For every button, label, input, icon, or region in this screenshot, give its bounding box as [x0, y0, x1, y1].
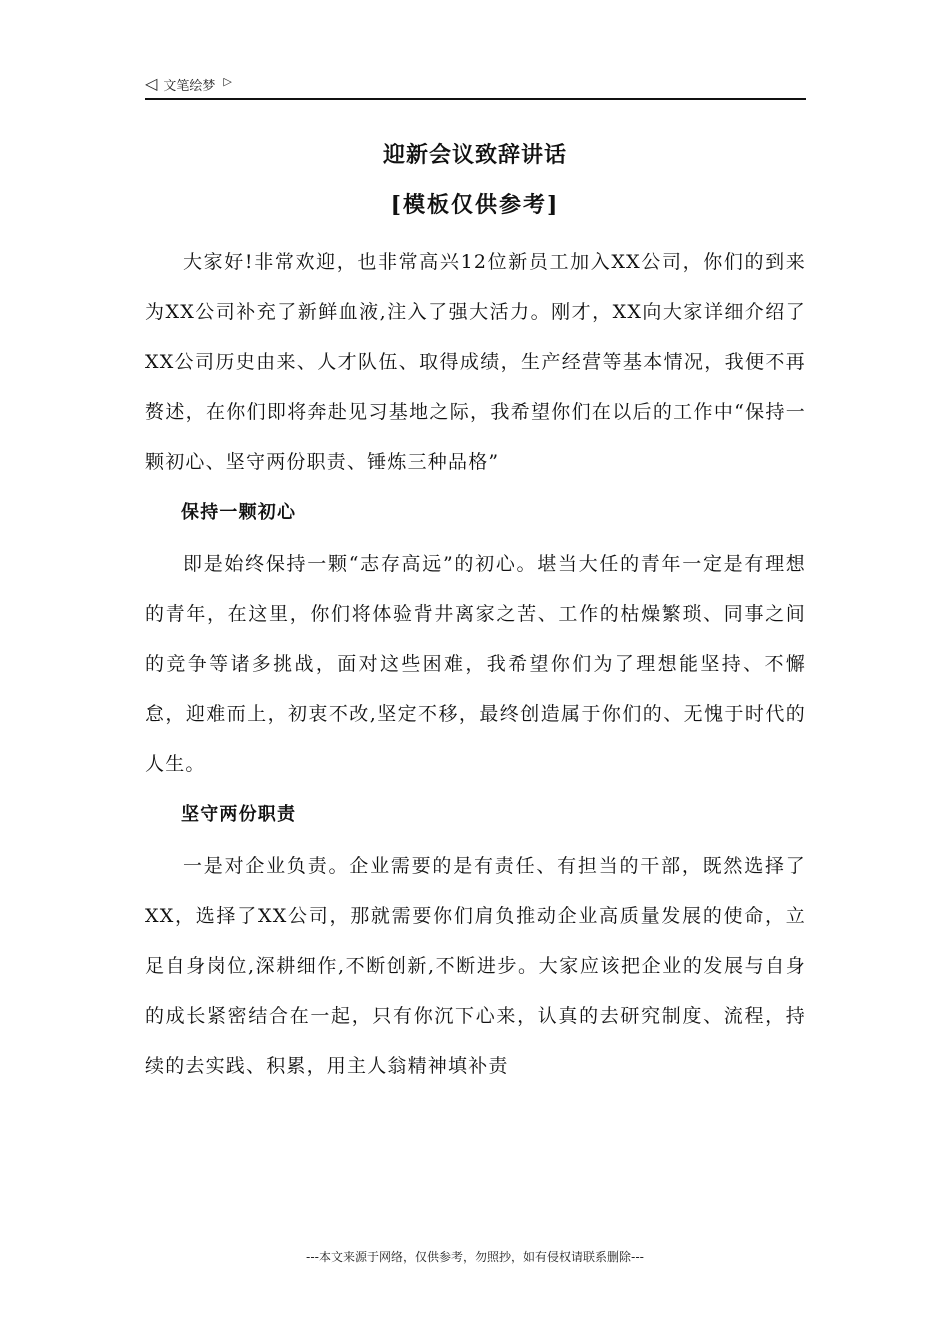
- triangle-right-icon: ▷: [223, 74, 232, 88]
- page-footer: ---本文来源于网络，仅供参考，勿照抄，如有侵权请联系删除---: [306, 1250, 644, 1264]
- page-header: [145, 74, 806, 100]
- document-title: 迎新会议致辞讲话: [382, 142, 567, 168]
- section2-heading: 坚守两份职责: [181, 804, 297, 825]
- triangle-left-icon: ◁: [145, 74, 158, 93]
- document-subtitle: [模板仅供参考]: [390, 192, 560, 218]
- intro-paragraph: 大家好!非常欢迎，也非常高兴12位新员工加入XX公司，你们的到来为XX公司补充了新鲜血液,注入了强大活力。刚才，XX向大家详细介绍了XX公司历史由来、人才队伍、取得成绩，生产经营等基本情况，我便不再赘述，在你们即将奔赴见习基地之际，我希望你们在以后的工作中“保持一颗初心、坚守两份职责、锤炼三种品格”: [145, 251, 806, 473]
- document-body: [145, 237, 806, 1091]
- section1-paragraph: 即是始终保持一颗“志存高远”的初心。堪当大任的青年一定是有理想的青年，在这里，你们将体验背井离家之苦、工作的枯燥繁琐、同事之间的竞争等诸多挑战，面对这些困难，我希望你们为了理想能坚持、不懈怠，迎难而上，初衷不改,坚定不移，最终创造属于你们的、无愧于时代的人生。: [145, 553, 806, 775]
- header-text: 文笔绘梦: [163, 78, 216, 94]
- section2-paragraph: 一是对企业负责。企业需要的是有责任、有担当的干部，既然选择了XX，选择了XX公司，那就需要你们肩负推动企业高质量发展的使命，立足自身岗位,深耕细作,不断创新,不断进步。大家应该把企业的发展与自身的成长紧密结合在一起，只有你沉下心来，认真的去研究制度、流程，持续的去实践、积累，用主人翁精神填补责: [145, 855, 806, 1077]
- section1-heading: 保持一颗初心: [181, 502, 297, 523]
- header-bar: [145, 74, 806, 94]
